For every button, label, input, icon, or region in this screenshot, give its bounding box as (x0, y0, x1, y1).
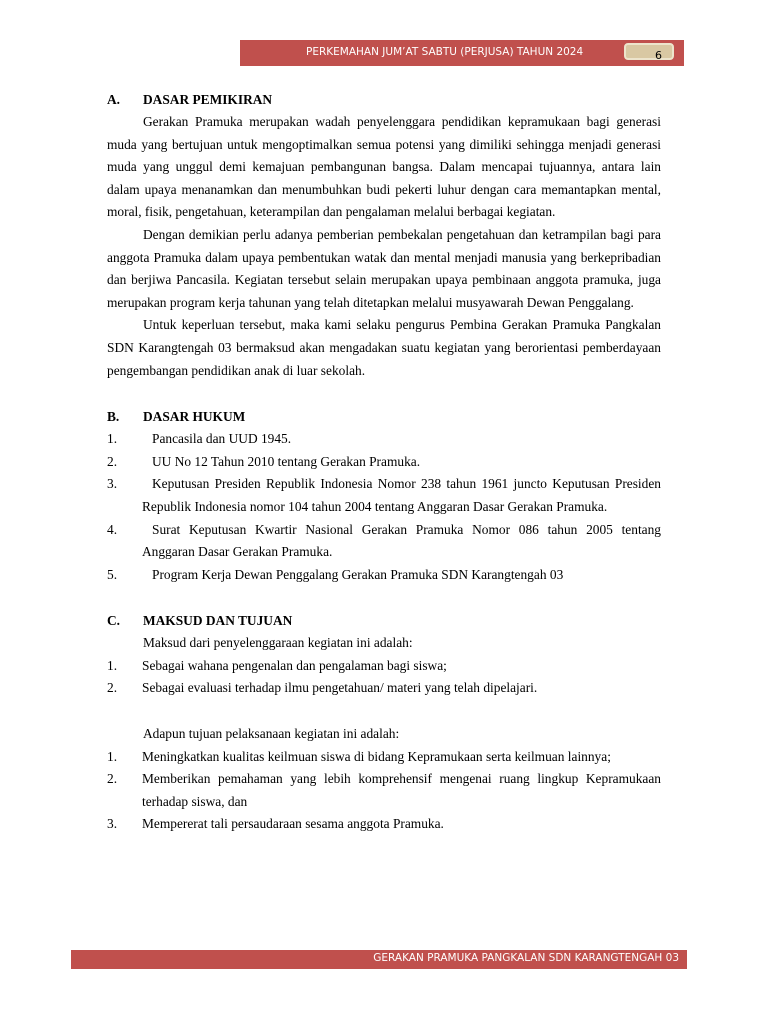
list-item: 5. Program Kerja Dewan Penggalang Gerakan Pramuka SDN Karangtengah 03 (107, 566, 564, 582)
paragraph: Untuk keperluan tersebut, maka kami selaku pengurus Pembina Gerakan Pramuka Pangkalan SDN Karangtengah 03 bermaksud akan mengadakan suatu kegiatan yang berorientasi pemberdayaan pengembangan pendidikan anak di luar sekolah. (107, 317, 661, 378)
list-item: 2. Memberikan pemahaman yang lebih komprehensif mengenai ruang lingkup Kepramukaan terhadap siswa, dan (107, 771, 661, 809)
maksud-intro: Maksud dari penyelenggaraan kegiatan ini adalah: (143, 635, 413, 651)
section-b-heading: B. DASAR HUKUM (107, 409, 246, 425)
header-title: PERKEMAHAN JUM’AT SABTU (PERJUSA) TAHUN 2024 (306, 46, 584, 58)
list-item: 3. Mempererat tali persaudaraan sesama anggota Pramuka. (107, 816, 444, 832)
section-c-heading: C. MAKSUD DAN TUJUAN (107, 613, 293, 629)
list-item: 3. Keputusan Presiden Republik Indonesia Nomor 238 tahun 1961 juncto Keputusan Presiden Republik Indonesia nomor 104 tahun 2004 tentang Anggaran Dasar Gerakan Pramuka. (107, 476, 661, 514)
list-item: 1. Pancasila dan UUD 1945. (107, 431, 292, 447)
header-bar (240, 40, 684, 66)
footer-bar (71, 950, 687, 969)
tujuan-intro: Adapun tujuan pelaksanaan kegiatan ini adalah: (143, 726, 400, 742)
paragraph: Gerakan Pramuka merupakan wadah penyelenggara pendidikan kepramukaan bagi generasi muda yang bertujuan untuk mengoptimalkan semua potensi yang dimiliki sehingga menjadi generasi muda yang unggul demi kemajuan pembangunan bangsa. Dalam mencapai tujuannya, antara lain dalam upaya menanamkan dan menumbuhkan budi pekerti luhur dengan cara memantapkan mental, moral, fisik, pengetahuan, keterampilan dan pengalaman melalui berbagai kegiatan. (107, 114, 661, 220)
section-a-heading: A. DASAR PEMIKIRAN (107, 92, 273, 107)
list-item: 2. UU No 12 Tahun 2010 tentang Gerakan Pramuka. (107, 453, 421, 469)
paragraph: Dengan demikian perlu adanya pemberian pembekalan pengetahuan dan ketrampilan bagi para anggota Pramuka dalam upaya pembentukan watak dan mental menjadi manusia yang berkepribadian dan berjiwa Pancasila. Kegiatan tersebut selain merupakan upaya pembinaan anggota pramuka, juga merupakan program kerja tahunan yang telah ditetapkan melalui musyawarah Dewan Penggalang. (107, 226, 661, 310)
list-item: 2. Sebagai evaluasi terhadap ilmu pengetahuan/ materi yang telah dipelajari. (107, 680, 538, 696)
page-number: 6 (624, 43, 674, 60)
list-item: 1. Sebagai wahana pengenalan dan pengalaman bagi siswa; (107, 657, 447, 673)
footer-text: GERAKAN PRAMUKA PANGKALAN SDN KARANGTENGAH 03 (373, 952, 679, 964)
list-item: 1. Meningkatkan kualitas keilmuan siswa di bidang Kepramukaan serta keilmuan lainnya; (107, 748, 611, 764)
document-body (107, 88, 661, 836)
list-item: 4. Surat Keputusan Kwartir Nasional Gerakan Pramuka Nomor 086 tahun 2005 tentang Anggaran Dasar Gerakan Pramuka. (107, 521, 661, 560)
